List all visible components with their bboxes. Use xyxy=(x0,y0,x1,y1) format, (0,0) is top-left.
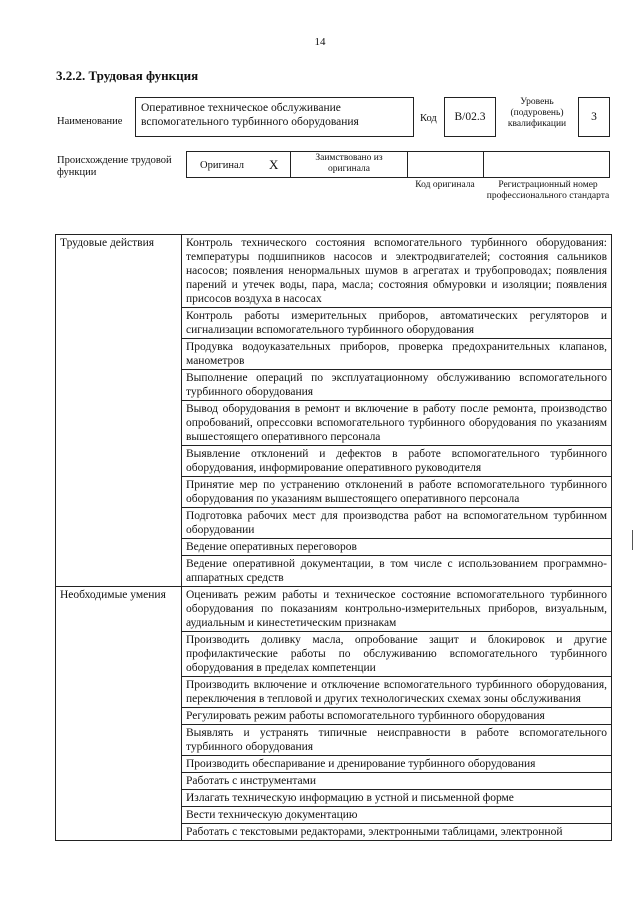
table-cell: Контроль технического состояния вспомогательного турбинного оборудования: температуры подшипников насосов и электродвигателей; состояния сальников насосов; появления ненормальных шумов в агрегатах и трубопроводах; появления парений и утечек воды, пара, масла; состояния обмуровки и изоляции; появления присосов воздуха в насосах xyxy=(182,235,612,308)
table-cell: Вести техническую документацию xyxy=(182,807,612,824)
table-cell: Производить доливку масла, опробование защит и блокировок и другие профилактические работы по обслуживанию вспомогательного турбинного оборудования в пределах компетенции xyxy=(182,632,612,677)
table-cell: Работать с инструментами xyxy=(182,773,612,790)
table-cell: Выявление отклонений и дефектов в работе вспомогательного турбинного оборудования, информирование оперативного руководителя xyxy=(182,446,612,477)
code-value: B/02.3 xyxy=(444,97,496,137)
level-label: Уровень (подуровень) квалификации xyxy=(507,97,567,129)
table-cell: Подготовка рабочих мест для производства работ на вспомогательном турбинном оборудовании xyxy=(182,508,612,539)
divider xyxy=(407,151,408,178)
table-cell: Излагать техническую информацию в устной и письменной форме xyxy=(182,790,612,807)
table-cell: Производить обеспаривание и дренирование турбинного оборудования xyxy=(182,756,612,773)
table-cell: Оценивать режим работы и техническое состояние вспомогательного турбинного оборудования по показаниям контрольно-измерительных приборов, визуальным, аудиальным и кинестетическим признакам xyxy=(182,587,612,632)
table-cell: Вывод оборудования в ремонт и включение в работу после ремонта, производство опробований, опрессовки вспомогательного турбинного оборудования по указаниям вышестоящего оперативного персонала xyxy=(182,401,612,446)
table-cell: Регулировать режим работы вспомогательного турбинного оборудования xyxy=(182,708,612,725)
table-cell: Работать с текстовыми редакторами, электронными таблицами, электронной xyxy=(182,824,612,841)
level-value: 3 xyxy=(578,97,610,137)
code-label: Код xyxy=(420,113,437,124)
table-cell: Выявлять и устранять типичные неисправности в работе вспомогательного турбинного оборудования xyxy=(182,725,612,756)
table-cell: Производить включение и отключение вспомогательного турбинного оборудования, переключения в тепловой и других технологических схемах зоны обслуживания xyxy=(182,677,612,708)
page-edge-mark xyxy=(632,530,633,550)
origin-label: Происхождение трудовой функции xyxy=(57,155,172,178)
name-value: Оперативное техническое обслуживание вспомогательного турбинного оборудования xyxy=(135,97,414,137)
code-caption: Код оригинала xyxy=(415,180,475,190)
borrowed-label: Заимствовано из оригинала xyxy=(315,153,383,174)
table-row xyxy=(56,235,612,308)
table-cell: Выполнение операций по эксплуатационному обслуживанию вспомогательного турбинного оборудования xyxy=(182,370,612,401)
page-number: 14 xyxy=(314,36,326,48)
function-table xyxy=(55,234,612,841)
section-heading: Трудовые действия xyxy=(56,235,182,587)
section-title: 3.2.2. Трудовая функция xyxy=(56,68,199,83)
original-mark: X xyxy=(269,157,279,172)
divider xyxy=(290,151,291,178)
table-cell: Принятие мер по устранению отклонений в работе вспомогательного турбинного оборудования по указаниям вышестоящего оперативного персонала xyxy=(182,477,612,508)
original-label: Оригинал xyxy=(200,160,244,171)
section-heading: Необходимые умения xyxy=(56,587,182,841)
divider xyxy=(483,151,484,178)
table-cell: Продувка водоуказательных приборов, проверка предохранительных клапанов, манометров xyxy=(182,339,612,370)
name-label: Наименование xyxy=(57,116,123,127)
table-row xyxy=(56,587,612,632)
table-cell: Контроль работы измерительных приборов, автоматических регуляторов и сигнализации вспомогательного турбинного оборудования xyxy=(182,308,612,339)
table-cell: Ведение оперативных переговоров xyxy=(182,539,612,556)
reg-caption: Регистрационный номер профессионального стандарта xyxy=(486,180,610,201)
table-cell: Ведение оперативной документации, в том числе с использованием программно-аппаратных средств xyxy=(182,556,612,587)
